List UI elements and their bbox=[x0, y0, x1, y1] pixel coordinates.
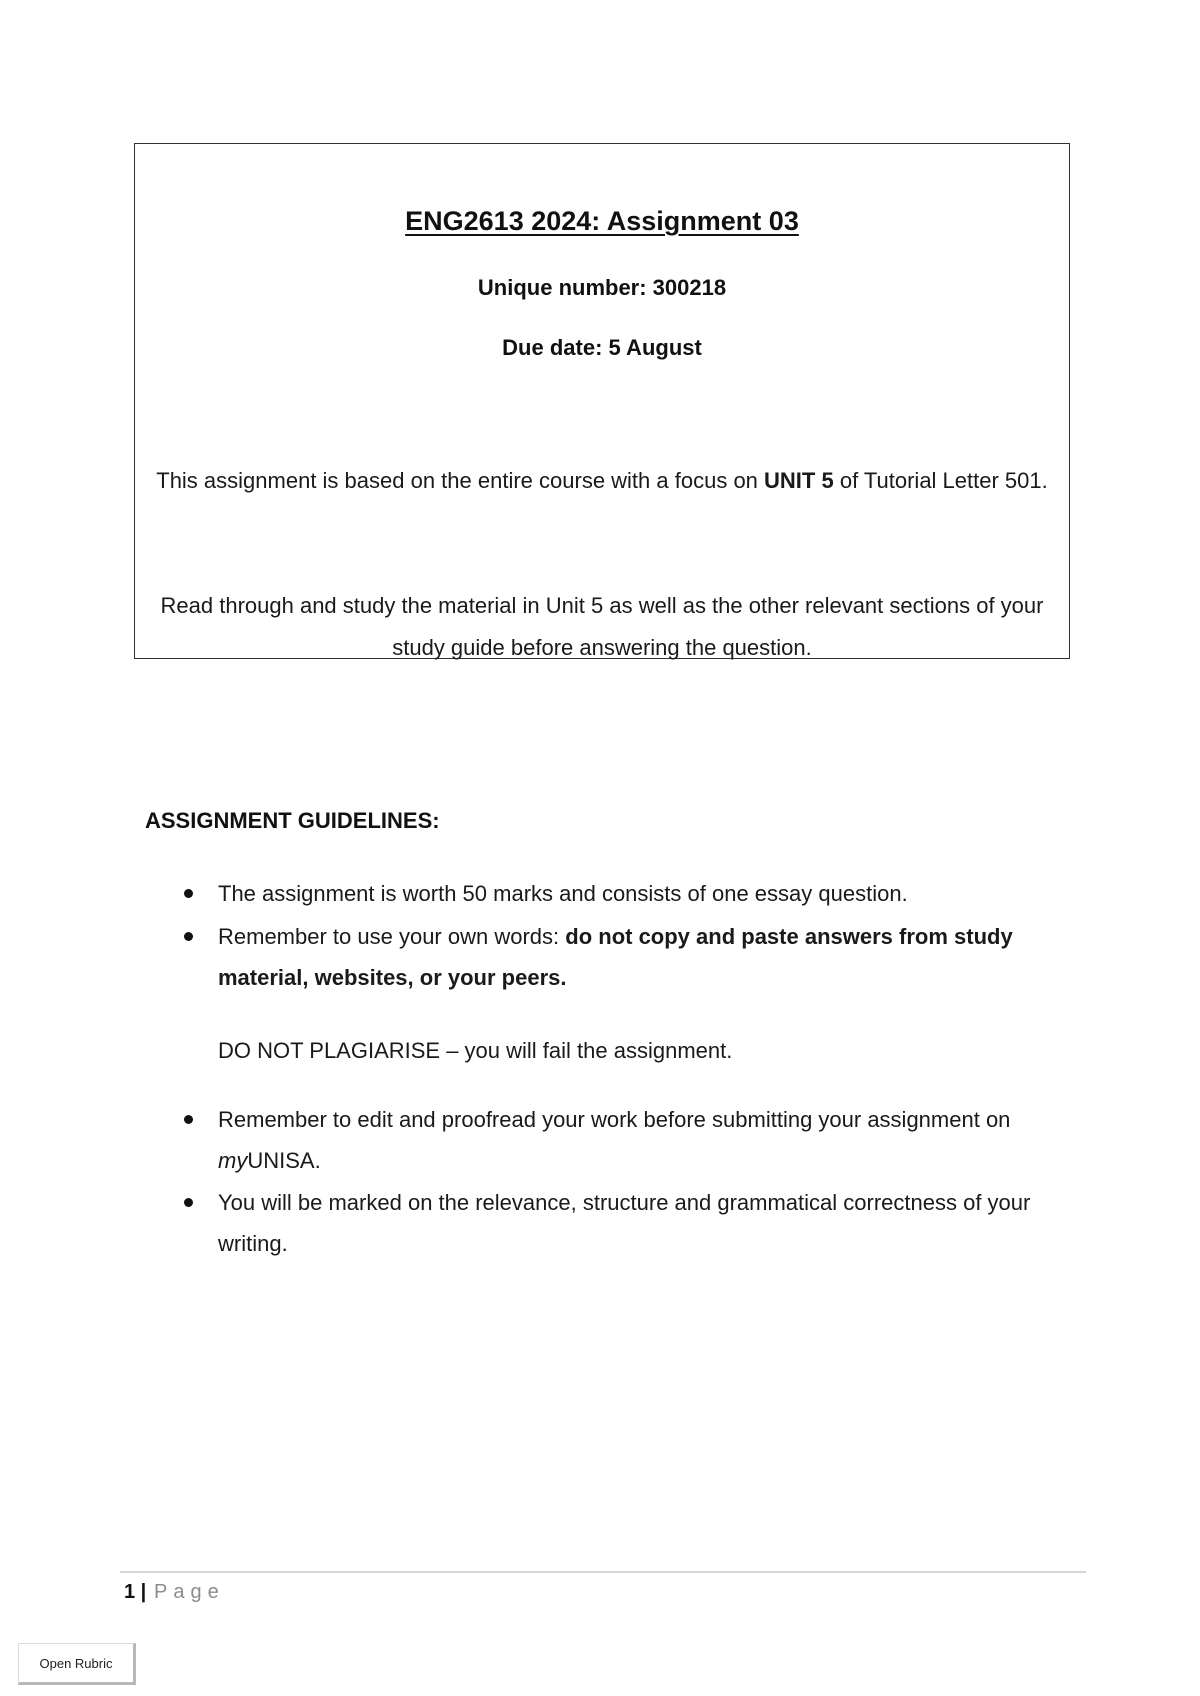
own-words-bold: do not copy and paste answers from study material, websites, or your peers. bbox=[218, 924, 1013, 990]
my-italic: my bbox=[218, 1148, 248, 1173]
assignment-header-box bbox=[134, 143, 1070, 659]
intro-text-end: of Tutorial Letter 501. bbox=[833, 468, 1048, 493]
guideline-bullet-marking: You will be marked on the relevance, structure and grammatical correctness of your writing. bbox=[218, 1182, 1068, 1264]
intro-text-start: This assignment is based on the entire course with a focus on bbox=[156, 468, 765, 493]
guideline-bullet-proofread bbox=[218, 1099, 1068, 1181]
no-plagiarise-note: DO NOT PLAGIARISE – you will fail the assignment. bbox=[218, 1038, 733, 1063]
unisa-text: UNISA. bbox=[247, 1148, 321, 1173]
intro-unit-bold: UNIT 5 bbox=[764, 468, 834, 493]
intro-paragraph-study: Read through and study the material in Unit 5 as well as the other relevant sections of your study guide before answering the question. bbox=[160, 593, 1044, 660]
guideline-bullet-marks: The assignment is worth 50 marks and consists of one essay question. bbox=[218, 873, 1068, 914]
footer-page-label: Page bbox=[154, 1581, 225, 1603]
footer-divider bbox=[120, 1571, 1086, 1573]
due-date: Due date: 5 August bbox=[502, 335, 702, 360]
proofread-text: Remember to edit and proofread your work before submitting your assignment on bbox=[218, 1107, 1011, 1132]
guideline-bullet-own-words bbox=[218, 916, 1068, 998]
intro-paragraph-focus bbox=[155, 460, 1049, 502]
unique-number: Unique number: 300218 bbox=[477, 275, 727, 300]
assignment-title: ENG2613 2024: Assignment 03 bbox=[405, 206, 799, 236]
footer-page-number: 1 | bbox=[124, 1581, 147, 1603]
own-words-text: Remember to use your own words: bbox=[218, 924, 566, 949]
guidelines-heading: ASSIGNMENT GUIDELINES: bbox=[145, 808, 440, 833]
open-rubric-button[interactable]: Open Rubric bbox=[18, 1643, 136, 1685]
